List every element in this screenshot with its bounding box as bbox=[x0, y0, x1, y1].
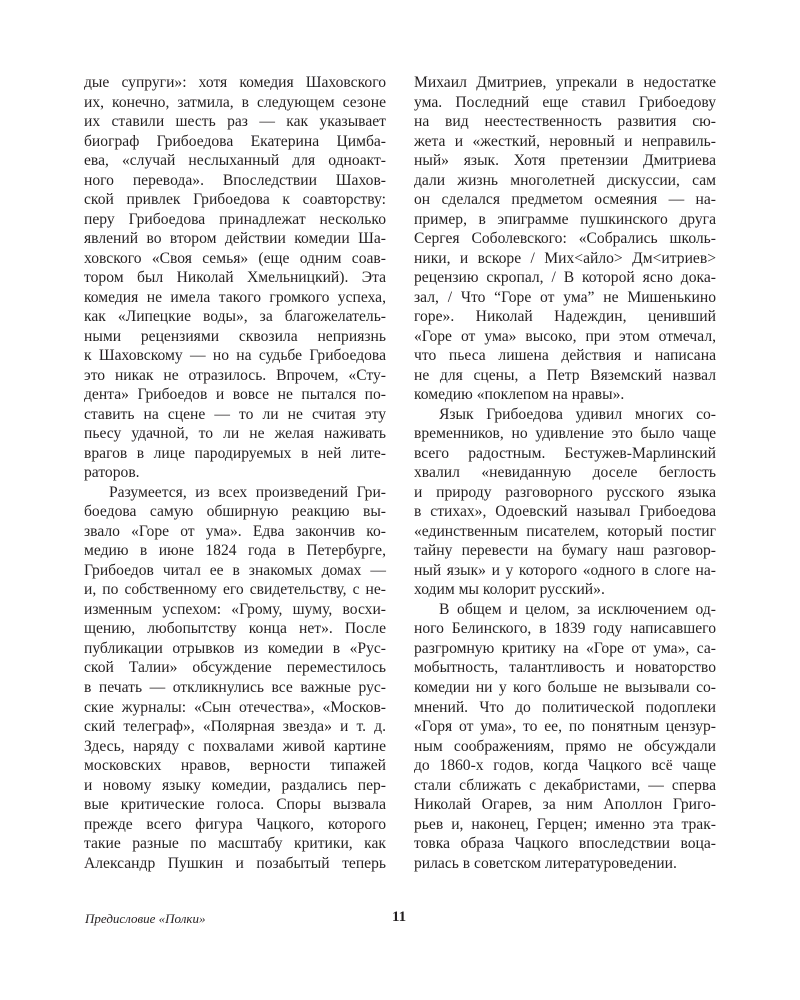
text-line: биограф Грибоедова Екатерина Цимба- bbox=[84, 132, 386, 150]
text-line: и, по собственному его свидетельству, с не- bbox=[84, 581, 386, 599]
text-line: в стихах», Одоевский называл Грибоедова bbox=[414, 503, 716, 521]
text-line: ской Талии» обсуждение переместилось bbox=[84, 659, 386, 677]
text-line: медию в июне 1824 года в Петербурге, bbox=[84, 542, 386, 560]
text-line: ный язык» и у которого «одного в слоге на- bbox=[414, 561, 716, 579]
text-line: их ставили шесть раз — как указывает bbox=[84, 113, 386, 131]
text-line: тайну перевести на бумагу наш разговор- bbox=[414, 542, 716, 560]
text-line: стали сближать с декабристами, — сперва bbox=[414, 776, 716, 794]
text-line: «Горе от ума» высоко, при этом отмечал, bbox=[414, 327, 716, 345]
text-line: ходим мы колорит русский». bbox=[414, 581, 605, 599]
text-line: ума. Последний еще ставил Грибоедову bbox=[414, 93, 716, 111]
text-line: жета и «жесткий, неровный и неправиль- bbox=[414, 132, 716, 150]
page-number: 11 bbox=[392, 909, 407, 925]
text-line: что пьеса лишена действия и написана bbox=[414, 347, 716, 365]
text-line: ный» язык. Хотя претензии Дмитриева bbox=[414, 152, 716, 170]
text-line: разгромную критику на «Горе от ума», са- bbox=[414, 639, 716, 657]
text-line: Сергея Соболевского: «Собрались школь- bbox=[414, 230, 716, 248]
text-line: перу Грибоедова принадлежат несколько bbox=[84, 210, 386, 228]
text-line: ники, и вскоре / Мих<айло> Дм<итриев> bbox=[414, 249, 716, 267]
text-line: зал, / Что “Горе от ума” не Мишенькино bbox=[414, 288, 716, 306]
text-line: это никак не отразилось. Впрочем, «Сту- bbox=[84, 366, 386, 384]
text-line: ские журналы: «Сын отечества», «Москов- bbox=[84, 698, 386, 716]
text-line: горе». Николай Надеждин, ценивший bbox=[414, 308, 716, 326]
text-line: Грибоедов читал ее в знакомых домах — bbox=[84, 561, 386, 579]
text-line: такие разные по масштабу критики, как bbox=[84, 835, 386, 853]
text-line: пример, в эпиграмме пушкинского друга bbox=[414, 210, 716, 228]
text-line: изменным успехом: «Грому, шуму, восхи- bbox=[84, 600, 386, 618]
text-line: комедия не имела такого громкого успеха, bbox=[84, 288, 386, 306]
text-line: как «Липецкие воды», за благожелатель- bbox=[84, 308, 386, 326]
text-line: Александр Пушкин и позабытый теперь bbox=[84, 854, 386, 872]
text-line: хвалил «невиданную доселе беглость bbox=[414, 464, 716, 482]
text-line: их, конечно, затмила, в следующем сезоне bbox=[84, 93, 386, 111]
text-line: товка образа Чацкого впоследствии воца- bbox=[414, 835, 716, 853]
text-line: комедии ни у кого больше не вызывали со- bbox=[414, 678, 716, 696]
text-line: рилась в советском литературоведении. bbox=[414, 854, 677, 872]
text-line: дента» Грибоедов и вовсе не пытался по- bbox=[84, 386, 386, 404]
text-line: он сделался предметом осмеяния — на- bbox=[414, 191, 716, 209]
text-line: «Горя от ума», то ее, по понятным цензур- bbox=[414, 718, 716, 736]
text-line: в печать — откликнулись все важные рус- bbox=[84, 678, 386, 696]
text-line: Михаил Дмитриев, упрекали в недостатке bbox=[414, 74, 716, 91]
text-line: к Шаховскому — но на судьбе Грибоедова bbox=[84, 347, 386, 365]
text-line: до 1860-х годов, когда Чацкого всё чаще bbox=[414, 757, 716, 775]
text-line: и новому языку комедии, раздались пер- bbox=[84, 776, 386, 794]
text-line: мнений. Что до политической подоплеки bbox=[414, 698, 716, 716]
text-line: ными рецензиями сквозила неприязнь bbox=[84, 327, 386, 345]
text-line: щению, любопытству конца нет». После bbox=[84, 620, 386, 638]
text-line: В общем и целом, за исключением од- bbox=[439, 600, 716, 618]
text-line: вые критические голоса. Споры вызвала bbox=[84, 796, 386, 814]
text-line: дые супруги»: хотя комедия Шаховского bbox=[84, 74, 386, 91]
text-line: временников, но удивление это было чаще bbox=[414, 425, 716, 443]
text-line: на вид неестественность развития сю- bbox=[414, 113, 716, 131]
text-column-left bbox=[84, 73, 386, 873]
text-line: не для сцены, а Петр Вяземский назвал bbox=[414, 366, 716, 384]
text-line: Здесь, наряду с похвалами живой картине bbox=[84, 737, 386, 755]
text-line: Николай Огарев, за ним Аполлон Григо- bbox=[414, 796, 716, 814]
text-line: ного Белинского, в 1839 году написавшего bbox=[414, 620, 716, 638]
text-line: Разумеется, из всех произведений Гри- bbox=[109, 483, 386, 501]
text-line: ного перевода». Впоследствии Шахов- bbox=[84, 171, 386, 189]
text-line: ховского «Своя семья» (еще одним соав- bbox=[84, 249, 386, 267]
text-line: рьев и, наконец, Герцен; именно эта трак- bbox=[414, 815, 716, 833]
text-line: мобытность, талантливость и новаторство bbox=[414, 659, 716, 677]
text-line: всего радостным. Бестужев-Марлинский bbox=[414, 444, 716, 462]
text-line: публикации отрывков из комедии в «Рус- bbox=[84, 639, 386, 657]
text-line: и природу разговорного русского языка bbox=[414, 483, 716, 501]
text-line: московских нравов, верности типажей bbox=[84, 757, 386, 775]
text-line: тором был Николай Хмельницкий). Эта bbox=[84, 269, 386, 287]
text-line: пьесу удачной, то ли не желая наживать bbox=[84, 425, 386, 443]
text-line: ской привлек Грибоедова к соавторству: bbox=[84, 191, 386, 209]
text-line: врагов в лице пародируемых в ней лите- bbox=[84, 444, 386, 462]
text-line: рецензию скропал, / В которой ясно дока- bbox=[414, 269, 716, 287]
text-line: «единственным писателем, который постиг bbox=[414, 522, 716, 540]
text-line: боедова самую обширную реакцию вы- bbox=[84, 503, 386, 521]
text-line: звало «Горе от ума». Едва закончив ко- bbox=[84, 522, 386, 540]
text-line: раторов. bbox=[84, 464, 140, 482]
text-line: Язык Грибоедова удивил многих со- bbox=[439, 405, 716, 423]
text-line: ский телеграф», «Полярная звезда» и т. д. bbox=[84, 718, 386, 736]
text-line: явлений во втором действии комедии Ша- bbox=[84, 230, 386, 248]
text-line: прежде всего фигура Чацкого, которого bbox=[84, 815, 386, 833]
running-footer-title: Предисловие «Полки» bbox=[85, 911, 206, 926]
text-column-right bbox=[414, 73, 716, 873]
text-line: ставить на сцене — то ли не считая эту bbox=[84, 405, 386, 423]
text-line: дали жизнь многолетней дискуссии, сам bbox=[414, 171, 716, 189]
text-line: комедию «поклепом на нравы». bbox=[414, 386, 625, 404]
text-line: ным соображениям, прямо не обсуждали bbox=[414, 737, 716, 755]
text-line: ева, «случай неслыханный для одноакт- bbox=[84, 152, 386, 170]
